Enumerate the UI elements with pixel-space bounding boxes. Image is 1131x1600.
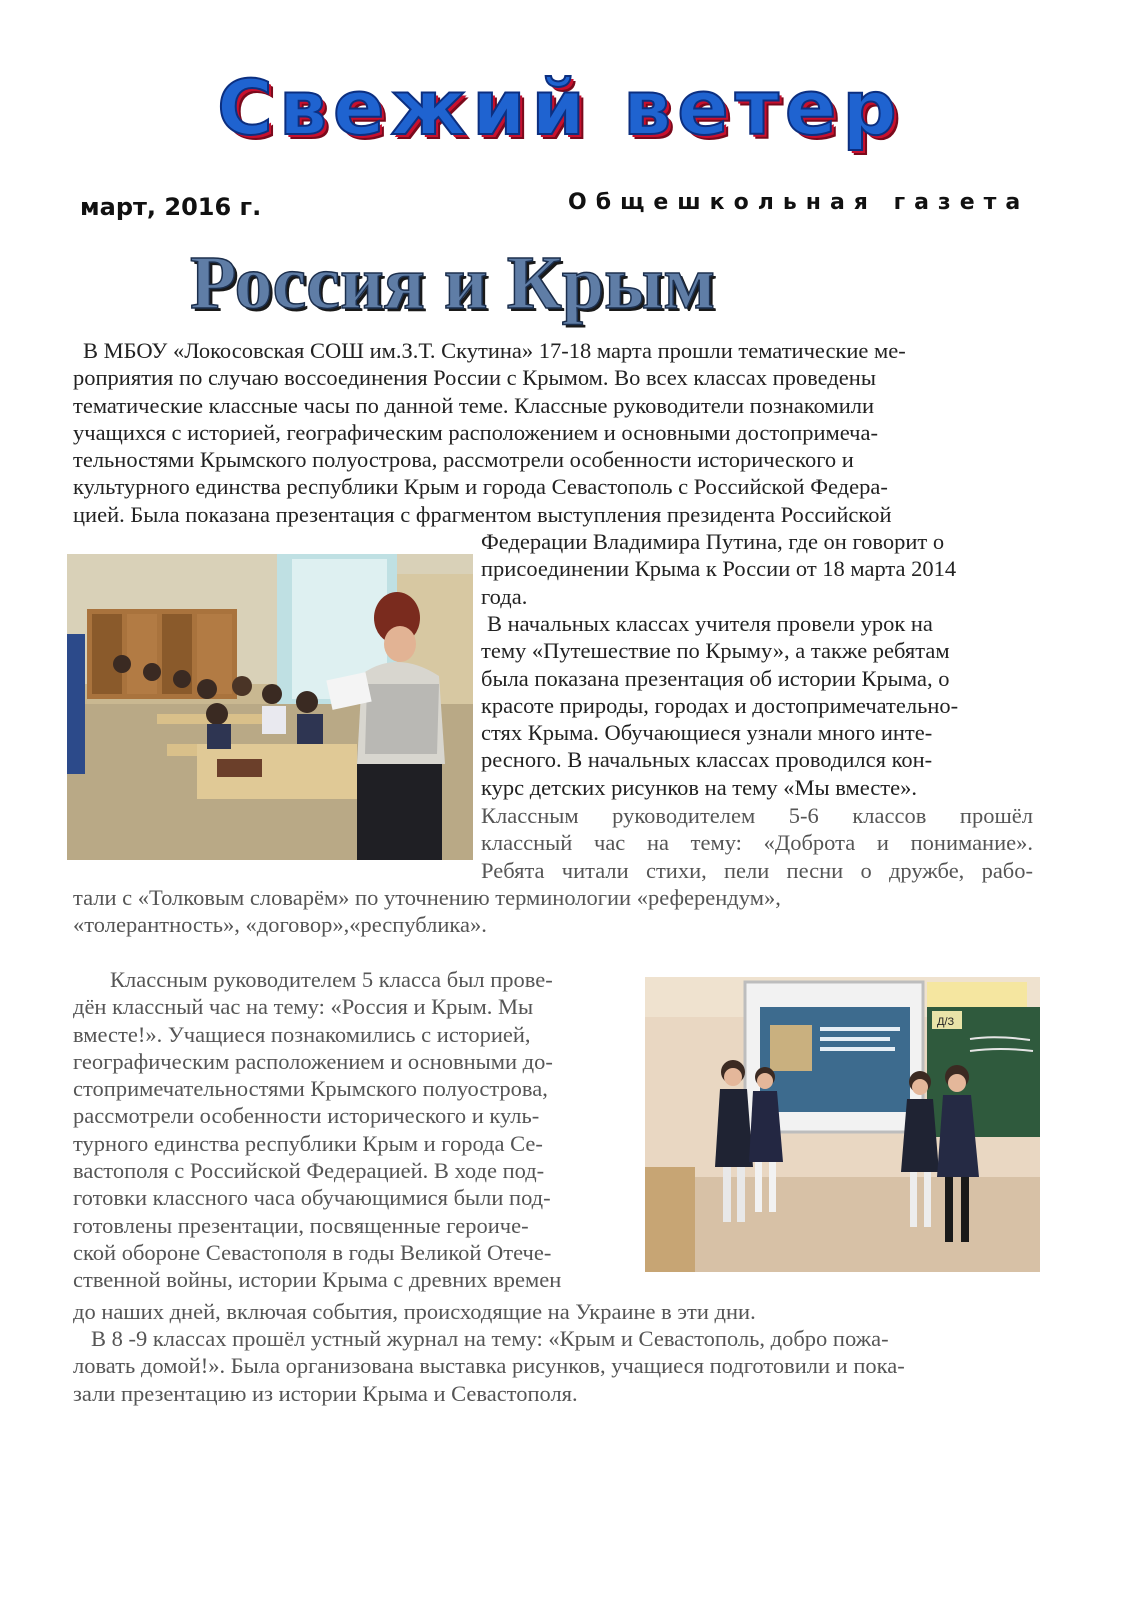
article-paragraph-3: Классным руководителем 5-6 классов прошёл классный час на тему: «Доброта и понимание». Ребята читали стихи, пели песни о дружбе, рабо- bbox=[481, 803, 1033, 883]
article-paragraph-1: В МБОУ «Локосовская СОШ им.З.Т. Скутина» 17-18 марта прошли тематические ме- роприятия по случаю воссоединения России с Крымом. Во всех классах проведены тематические классные часы по данной теме. Классные руководители познакомили учащихся с историей, географическим расположением и основными достопримеча- тельностями Крымского полуострова, рассмотрели особенности исторического и культурного единства республики Крым и города Севастополь с Российской Федера- цией. Была показана презентация с фрагментом выступления президента Российской bbox=[73, 338, 906, 527]
article-paragraph-4-continued: до наших дней, включая события, происходящие на Украине в эти дни. bbox=[73, 1299, 756, 1324]
article-paragraph-1-continued: Федерации Владимира Путина, где он говорит о присоединении Крыма к России от 18 марта 2014 года. bbox=[481, 529, 957, 609]
issue-date: март, 2016 г. bbox=[80, 193, 262, 221]
classroom-photo bbox=[67, 554, 473, 860]
article-paragraph-3-continued: тали с «Толковым словарём» по уточнению терминологии «референдум», «толерантность», «договор»,«республика». bbox=[73, 885, 781, 938]
article-headline: Россия и Крым bbox=[190, 241, 716, 325]
presentation-photo bbox=[645, 977, 1040, 1272]
article-paragraph-5: В 8 -9 классах прошёл устный журнал на тему: «Крым и Севастополь, добро пожа- ловать домой!». Была организована выставка рисунков, учащиеся подготовили и пока- зали презентацию из истории Крыма и Севастополя. bbox=[73, 1326, 905, 1406]
newspaper-kind: Общешкольная газета bbox=[568, 190, 1030, 215]
newspaper-masthead: Свежий ветер bbox=[217, 63, 903, 152]
article-paragraph-4: Классным руководителем 5 класса был прове- дён классный час на тему: «Россия и Крым. Мы вместе!». Учащиеся познакомились с историей, географическим расположением и основными до- стопримечательностями Крымского полуострова, рассмотрели особенности исторического и куль- турного единства республики Крым и города Се- вастополя с Российской Федерацией. В ходе под- готовки классного часа обучающимися были под- готовлены презентации, посвященные героиче- ской обороне Севастополя в годы Великой Отече- ственной войны, истории Крыма с древних времен bbox=[73, 967, 562, 1293]
article-paragraph-2: В начальных классах учителя провели урок на тему «Путешествие по Крыму», а также ребятам была показана презентация об истории Крыма, о красоте природы, городах и достопримечательно- стях Крыма. Обучающиеся узнали много инте- ресного. В начальных классах проводился кон- курс детских рисунков на тему «Мы вместе». bbox=[481, 611, 959, 800]
board-tag: Д/З bbox=[937, 1016, 955, 1028]
